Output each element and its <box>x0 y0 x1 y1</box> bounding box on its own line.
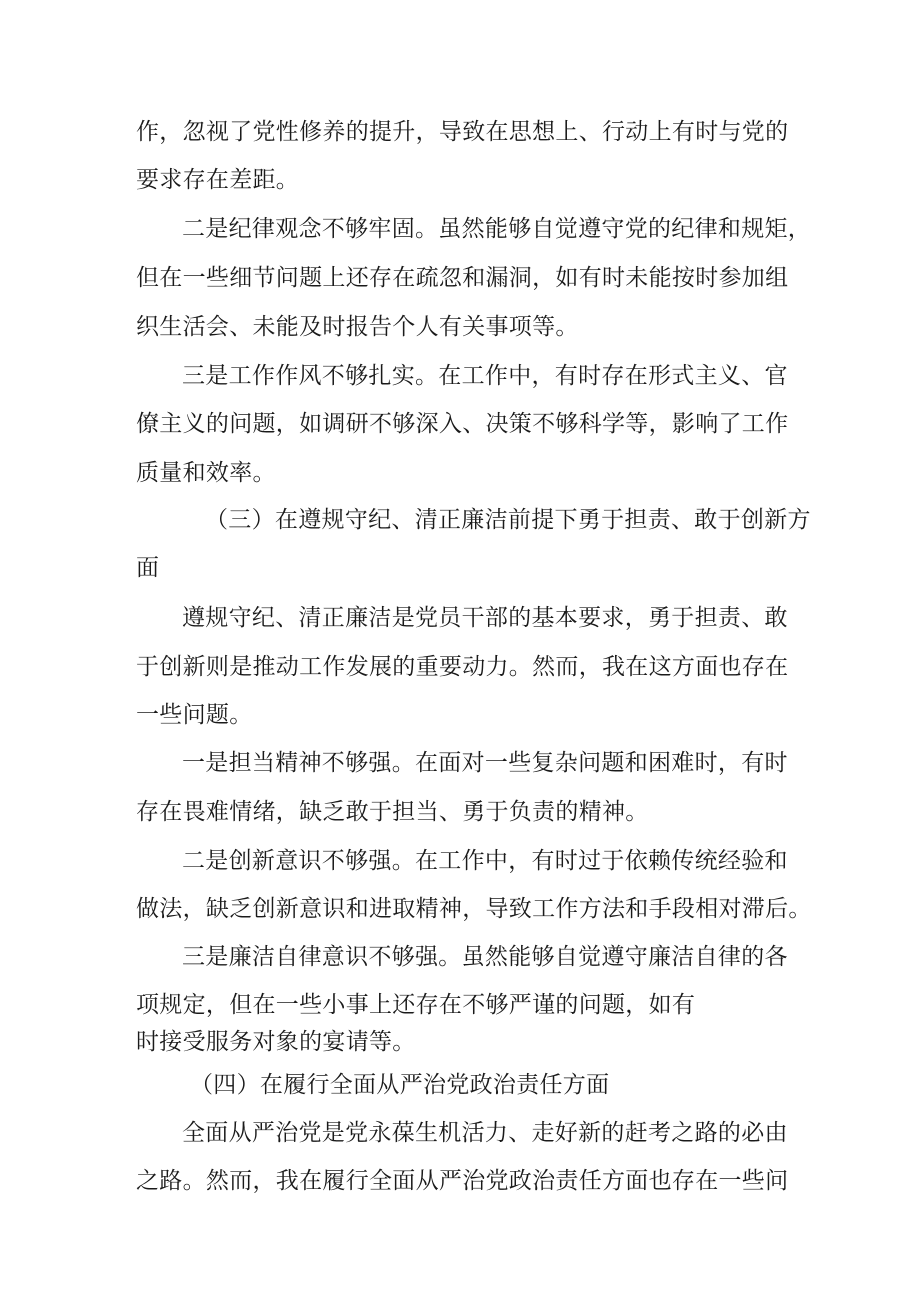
paragraph-party-governance: 全面从严治党是党永葆生机活力、走好新的赶考之路的必由 <box>182 1120 788 1146</box>
text-line-13: 一些问题。 <box>136 702 253 728</box>
section-heading-3-cont: 面 <box>136 555 160 581</box>
text-line-2: 要求存在差距。 <box>136 167 300 193</box>
text-line-1: 作，忽视了党性修养的提升，导致在思想上、行动上有时与党的 <box>136 119 789 145</box>
text-line-15: 存在畏难情绪，缺乏敢于担当、勇于负责的精神。 <box>136 799 649 825</box>
text-line-8: 质量和效率。 <box>136 460 276 486</box>
text-line-7: 僚主义的问题，如调研不够深入、决策不够科学等，影响了工作 <box>136 411 789 437</box>
text-line-12: 于创新则是推动工作发展的重要动力。然而，我在这方面也存在 <box>136 654 789 680</box>
paragraph-innovation: 二是创新意识不够强。在工作中，有时过于依赖传统经验和 <box>182 848 788 874</box>
paragraph-responsibility: 一是担当精神不够强。在面对一些复杂问题和困难时，有时 <box>182 750 788 776</box>
paragraph-requirements: 遵规守纪、清正廉洁是党员干部的基本要求，勇于担责、敢 <box>182 605 788 631</box>
paragraph-work-style: 三是工作作风不够扎实。在工作中，有时存在形式主义、官 <box>182 363 788 389</box>
paragraph-discipline-awareness: 二是纪律观念不够牢固。虽然能够自觉遵守党的纪律和规矩， <box>182 216 812 242</box>
text-line-4: 但在一些细节问题上还存在疏忽和漏洞，如有时未能按时参加组 <box>136 265 789 291</box>
paragraph-integrity: 三是廉洁自律意识不够强。虽然能够自觉遵守廉洁自律的各 <box>182 944 788 970</box>
text-line-19: 项规定，但在一些小事上还存在不够严谨的问题，如有 <box>136 992 696 1018</box>
section-heading-3: （三）在遵规守纪、清正廉洁前提下勇于担责、敢于创新方 <box>205 507 811 533</box>
text-line-23: 之路。然而，我在履行全面从严治党政治责任方面也存在一些问 <box>136 1168 789 1194</box>
text-line-5: 织生活会、未能及时报告个人有关事项等。 <box>136 314 579 340</box>
section-heading-4: （四）在履行全面从严治党政治责任方面 <box>190 1072 610 1098</box>
text-line-17: 做法，缺乏创新意识和进取精神，导致工作方法和手段相对滞后。 <box>136 896 812 922</box>
text-line-20: 时接受服务对象的宴请等。 <box>136 1029 416 1055</box>
